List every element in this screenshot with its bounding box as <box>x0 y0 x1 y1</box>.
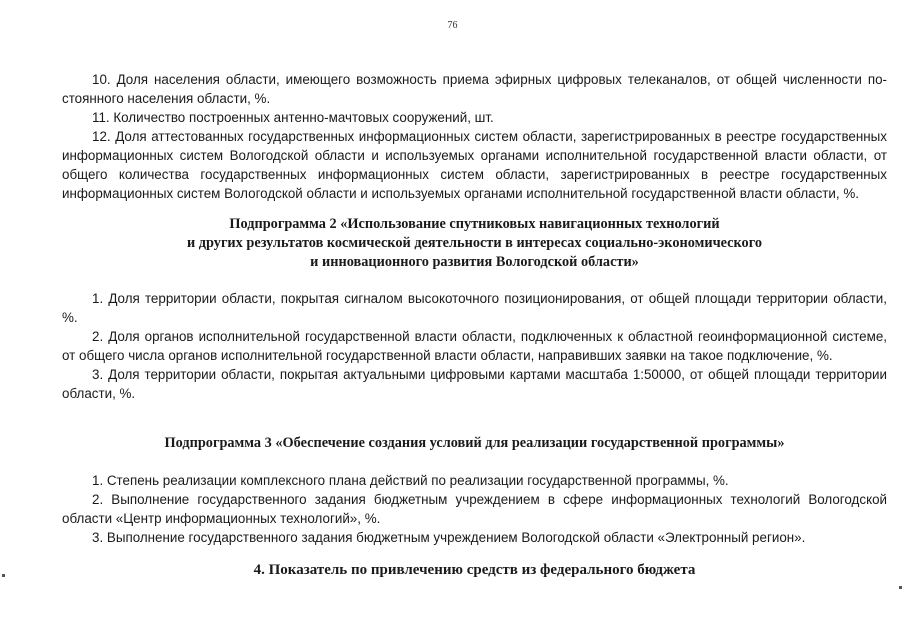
heading-line: и инновационного развития Вологодской области» <box>310 254 639 270</box>
scan-edge-mark <box>2 574 5 577</box>
subprogram-3-indicators <box>62 471 887 547</box>
scan-edge-mark <box>899 586 902 589</box>
heading-line: Подпрограмма 2 «Использование спутниковых навигационных технологий <box>229 216 720 232</box>
subprogram-3-heading: Подпрограмма 3 «Обеспечение создания условий для реализации государственной программы» <box>164 435 785 451</box>
page-number: 76 <box>447 20 458 31</box>
subprogram-2-heading <box>62 215 887 272</box>
heading-line: и других результатов космической деятельности в интересах социально-экономического <box>186 235 762 251</box>
indicator-item: 2. Выполнение государственного задания бюджетным учреждением в сфере информационных технологий Вологодской области «Центр информационных технологий», %. <box>62 492 887 526</box>
section-4-heading: 4. Показатель по привлечению средств из федерального бюджета <box>253 562 696 578</box>
indicator-item: 10. Доля населения области, имеющего возможность приема эфирных цифровых телеканалов, от общей численности постоянного населения области, %. <box>62 72 887 106</box>
indicator-item: 1. Степень реализации комплексного плана действий по реализации государственной программы, %. <box>92 473 729 488</box>
indicators-list-continued <box>62 70 887 203</box>
indicator-item: 1. Доля территории области, покрытая сигналом высокоточного позиционирования, от общей площади территории области, %. <box>62 291 887 325</box>
indicator-item: 3. Выполнение государственного задания бюджетным учреждением Вологодской области «Электронный регион». <box>92 530 806 545</box>
indicator-item: 2. Доля органов исполнительной государственной власти области, подключенных к областной геоинформационной системе, от общего числа органов исполнительной государственной власти области, направивших заявки на такое подключение, %. <box>62 329 887 363</box>
subprogram-2-indicators <box>62 289 887 403</box>
indicator-item: 11. Количество построенных антенно-мачтовых сооружений, шт. <box>92 110 494 125</box>
indicator-item: 3. Доля территории области, покрытая актуальными цифровыми картами масштаба 1:50000, от общей площади территории области, %. <box>62 367 887 401</box>
indicator-item: 12. Доля аттестованных государственных информационных систем области, зарегистрированных в реестре государственных информационных систем Вологодской области и используемых органами исполнительной государственной власти области, от общего количества государственных информационных систем области, зарегистрированных в реестре государственных информационных систем Вологодской области и используемых органами исполнительной государственной власти области, %. <box>62 129 887 201</box>
